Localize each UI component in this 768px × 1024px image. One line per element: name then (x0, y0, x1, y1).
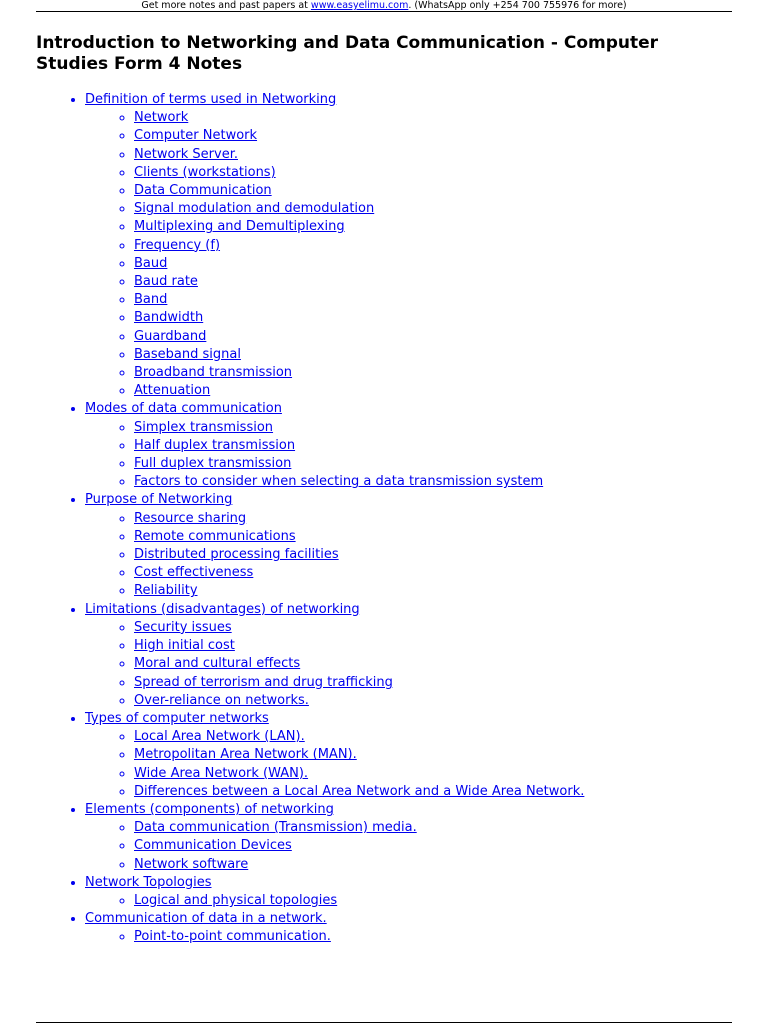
table-of-contents (36, 91, 726, 947)
toc-subsection (134, 928, 726, 946)
toc-subsection (134, 856, 726, 874)
toc-subsection-list (85, 819, 726, 874)
toc-subsection (134, 582, 726, 600)
toc-subsection (134, 674, 726, 692)
toc-subsection-link[interactable]: Point-to-point communication. (134, 929, 331, 945)
toc-subsection-link[interactable]: Spread of terrorism and drug trafficking (134, 674, 393, 690)
toc-section-link[interactable]: Limitations (disadvantages) of networking (85, 601, 360, 617)
toc-subsection-link[interactable]: Data communication (Transmission) media. (134, 820, 417, 836)
toc-subsection-link[interactable]: Computer Network (134, 128, 258, 144)
toc-subsection-link[interactable]: Resource sharing (134, 510, 247, 526)
toc-subsection (134, 765, 726, 783)
toc-subsection (134, 291, 726, 309)
page-header-banner (36, 0, 732, 12)
toc-subsection-link[interactable]: Moral and cultural effects (134, 656, 301, 672)
toc-subsection (134, 892, 726, 910)
toc-subsection (134, 655, 726, 673)
toc-subsection (134, 182, 726, 200)
toc-subsection (134, 728, 726, 746)
toc-subsection (134, 146, 726, 164)
toc-subsection-list (85, 892, 726, 910)
toc-subsection-link[interactable]: Distributed processing facilities (134, 547, 339, 563)
toc-section (85, 91, 726, 400)
toc-subsection (134, 746, 726, 764)
toc-section-link[interactable]: Types of computer networks (85, 710, 269, 726)
toc-subsection-link[interactable]: High initial cost (134, 638, 235, 654)
toc-subsection (134, 528, 726, 546)
toc-subsection (134, 309, 726, 327)
toc-subsection (134, 619, 726, 637)
toc-subsection-link[interactable]: Network (134, 110, 189, 126)
toc-subsection (134, 364, 726, 382)
toc-subsection-link[interactable]: Reliability (134, 583, 198, 599)
toc-subsection-link[interactable]: Band (134, 292, 168, 308)
toc-subsection-link[interactable]: Network software (134, 856, 249, 872)
toc-section (85, 910, 726, 946)
page-title: Introduction to Networking and Data Communication - Computer Studies Form 4 Notes (36, 33, 659, 74)
toc-section-link[interactable]: Network Topologies (85, 874, 212, 890)
toc-subsection-link[interactable]: Baseband signal (134, 346, 241, 362)
toc-subsection (134, 837, 726, 855)
toc-subsection-link[interactable]: Frequency (f) (134, 237, 221, 253)
toc-subsection-link[interactable]: Attenuation (134, 383, 211, 399)
toc-subsection-link[interactable]: Remote communications (134, 528, 296, 544)
header-suffix-text: . (WhatsApp only +254 700 755976 for more) (408, 0, 627, 11)
toc-section-link[interactable]: Elements (components) of networking (85, 801, 334, 817)
toc-subsection (134, 273, 726, 291)
toc-section-link[interactable]: Definition of terms used in Networking (85, 92, 337, 107)
toc-subsection (134, 473, 726, 491)
toc-subsection-link[interactable]: Multiplexing and Demultiplexing (134, 219, 345, 235)
toc-subsection-link[interactable]: Wide Area Network (WAN). (134, 765, 309, 781)
toc-section (85, 491, 726, 600)
toc-subsection (134, 455, 726, 473)
toc-subsection (134, 218, 726, 236)
toc-subsection-link[interactable]: Cost effectiveness (134, 565, 254, 581)
toc-subsection-link[interactable]: Differences between a Local Area Network and a Wide Area Network. (134, 783, 585, 799)
toc-subsection (134, 328, 726, 346)
toc-subsection-list (85, 619, 726, 710)
toc-subsection-list (85, 510, 726, 601)
toc-section-list (36, 91, 726, 947)
toc-subsection (134, 510, 726, 528)
toc-subsection (134, 419, 726, 437)
toc-subsection-link[interactable]: Network Server. (134, 146, 238, 162)
toc-subsection (134, 164, 726, 182)
toc-subsection-link[interactable]: Simplex transmission (134, 419, 274, 435)
toc-subsection-link[interactable]: Logical and physical topologies (134, 892, 338, 908)
toc-subsection (134, 692, 726, 710)
toc-subsection-link[interactable]: Signal modulation and demodulation (134, 201, 375, 217)
toc-subsection-link[interactable]: Full duplex transmission (134, 456, 292, 472)
toc-section (85, 874, 726, 910)
toc-subsection (134, 819, 726, 837)
toc-subsection-link[interactable]: Broadband transmission (134, 365, 293, 381)
toc-section-link[interactable]: Purpose of Networking (85, 492, 233, 508)
header-website-link[interactable]: www.easyelimu.com (310, 0, 409, 11)
toc-subsection-link[interactable]: Data Communication (134, 183, 272, 199)
toc-subsection (134, 637, 726, 655)
toc-subsection (134, 109, 726, 127)
toc-subsection-link[interactable]: Clients (workstations) (134, 164, 276, 180)
toc-section (85, 601, 726, 710)
toc-subsection-link[interactable]: Half duplex transmission (134, 437, 296, 453)
toc-subsection (134, 346, 726, 364)
toc-subsection (134, 127, 726, 145)
toc-subsection-link[interactable]: Local Area Network (LAN). (134, 729, 305, 745)
toc-subsection-link[interactable]: Over-reliance on networks. (134, 692, 309, 708)
toc-subsection-list (85, 419, 726, 492)
toc-subsection-list (85, 109, 726, 400)
toc-subsection-link[interactable]: Communication Devices (134, 838, 292, 854)
toc-section-link[interactable]: Modes of data communication (85, 401, 282, 417)
toc-subsection (134, 783, 726, 801)
toc-section (85, 400, 726, 491)
toc-section-link[interactable]: Communication of data in a network. (85, 911, 327, 927)
toc-subsection-link[interactable]: Baud (134, 255, 168, 271)
toc-subsection-link[interactable]: Baud rate (134, 274, 198, 290)
toc-subsection-link[interactable]: Security issues (134, 619, 232, 635)
toc-subsection-link[interactable]: Guardband (134, 328, 207, 344)
toc-subsection-link[interactable]: Metropolitan Area Network (MAN). (134, 747, 357, 763)
toc-subsection (134, 564, 726, 582)
toc-section (85, 801, 726, 874)
header-prefix-text: Get more notes and past papers at (141, 0, 311, 11)
toc-subsection (134, 255, 726, 273)
toc-subsection-list (85, 928, 726, 946)
toc-subsection-list (85, 728, 726, 801)
bottom-divider (36, 1022, 732, 1023)
toc-subsection (134, 200, 726, 218)
toc-subsection (134, 437, 726, 455)
toc-subsection (134, 546, 726, 564)
toc-subsection (134, 382, 726, 400)
toc-subsection-link[interactable]: Bandwidth (134, 310, 204, 326)
toc-subsection (134, 237, 726, 255)
toc-subsection-link[interactable]: Factors to consider when selecting a data transmission system (134, 474, 544, 490)
toc-section (85, 710, 726, 801)
